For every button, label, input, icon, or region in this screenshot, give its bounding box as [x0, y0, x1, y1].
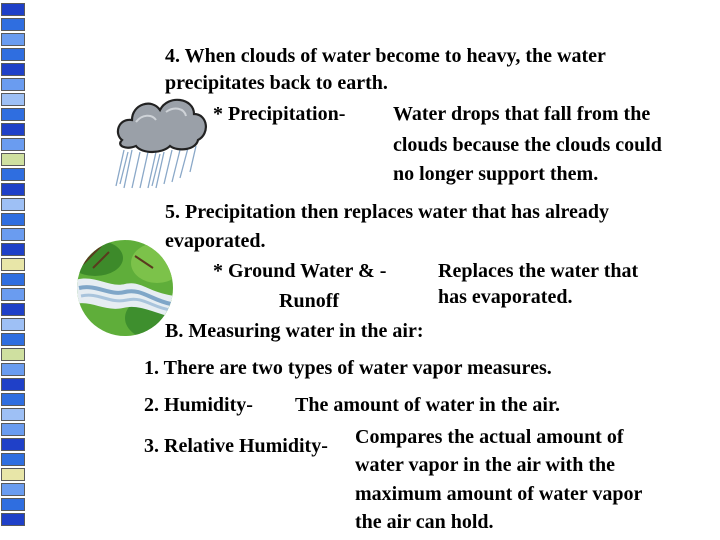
precipitation-term: * Precipitation- — [213, 103, 346, 125]
ground-water-definition-2: has evaporated. — [438, 286, 573, 308]
strip-square — [1, 483, 25, 496]
strip-square — [1, 63, 25, 76]
point-4-line-2: precipitates back to earth. — [165, 72, 388, 94]
strip-square — [1, 393, 25, 406]
item-2-term: 2. Humidity- — [144, 394, 253, 416]
strip-square — [1, 198, 25, 211]
strip-square — [1, 108, 25, 121]
strip-square — [1, 438, 25, 451]
runoff-term: Runoff — [279, 290, 340, 312]
section-b-heading: B. Measuring water in the air: — [165, 320, 424, 342]
strip-square — [1, 288, 25, 301]
precipitation-definition-2: clouds because the clouds could — [393, 134, 662, 156]
strip-square — [1, 363, 25, 376]
ground-water-term: * Ground Water & - — [213, 260, 387, 282]
strip-square — [1, 93, 25, 106]
strip-square — [1, 138, 25, 151]
item-3-definition-2: water vapor in the air with the — [355, 454, 615, 476]
strip-square — [1, 333, 25, 346]
strip-square — [1, 378, 25, 391]
strip-square — [1, 243, 25, 256]
strip-square — [1, 123, 25, 136]
rain-cloud-icon — [112, 92, 212, 190]
strip-square — [1, 408, 25, 421]
strip-square — [1, 303, 25, 316]
strip-square — [1, 228, 25, 241]
ground-water-definition-1: Replaces the water that — [438, 260, 639, 282]
strip-square — [1, 153, 25, 166]
item-3-term: 3. Relative Humidity- — [144, 435, 328, 457]
strip-square — [1, 348, 25, 361]
strip-square — [1, 213, 25, 226]
point-5-line-1: 5. Precipitation then replaces water that has already — [165, 201, 610, 223]
precipitation-definition-1: Water drops that fall from the — [393, 103, 651, 125]
strip-square — [1, 258, 25, 271]
strip-square — [1, 498, 25, 511]
item-3-definition-1: Compares the actual amount of — [355, 426, 624, 448]
item-3-definition-3: maximum amount of water vapor — [355, 483, 643, 505]
strip-square — [1, 513, 25, 526]
strip-square — [1, 423, 25, 436]
decorative-square-strip — [0, 0, 30, 540]
strip-square — [1, 468, 25, 481]
item-3-definition-4: the air can hold. — [355, 511, 494, 533]
point-5-line-2: evaporated. — [165, 230, 266, 252]
strip-square — [1, 453, 25, 466]
strip-square — [1, 318, 25, 331]
strip-square — [1, 183, 25, 196]
strip-square — [1, 78, 25, 91]
precipitation-definition-3: no longer support them. — [393, 163, 599, 185]
stream-landscape-icon — [75, 238, 175, 338]
item-1: 1. There are two types of water vapor measures. — [144, 357, 552, 379]
item-2-definition: The amount of water in the air. — [295, 394, 560, 416]
strip-square — [1, 273, 25, 286]
point-4-line-1: 4. When clouds of water become to heavy, the water — [165, 45, 606, 67]
strip-square — [1, 48, 25, 61]
strip-square — [1, 168, 25, 181]
strip-square — [1, 3, 25, 16]
strip-square — [1, 18, 25, 31]
strip-square — [1, 33, 25, 46]
